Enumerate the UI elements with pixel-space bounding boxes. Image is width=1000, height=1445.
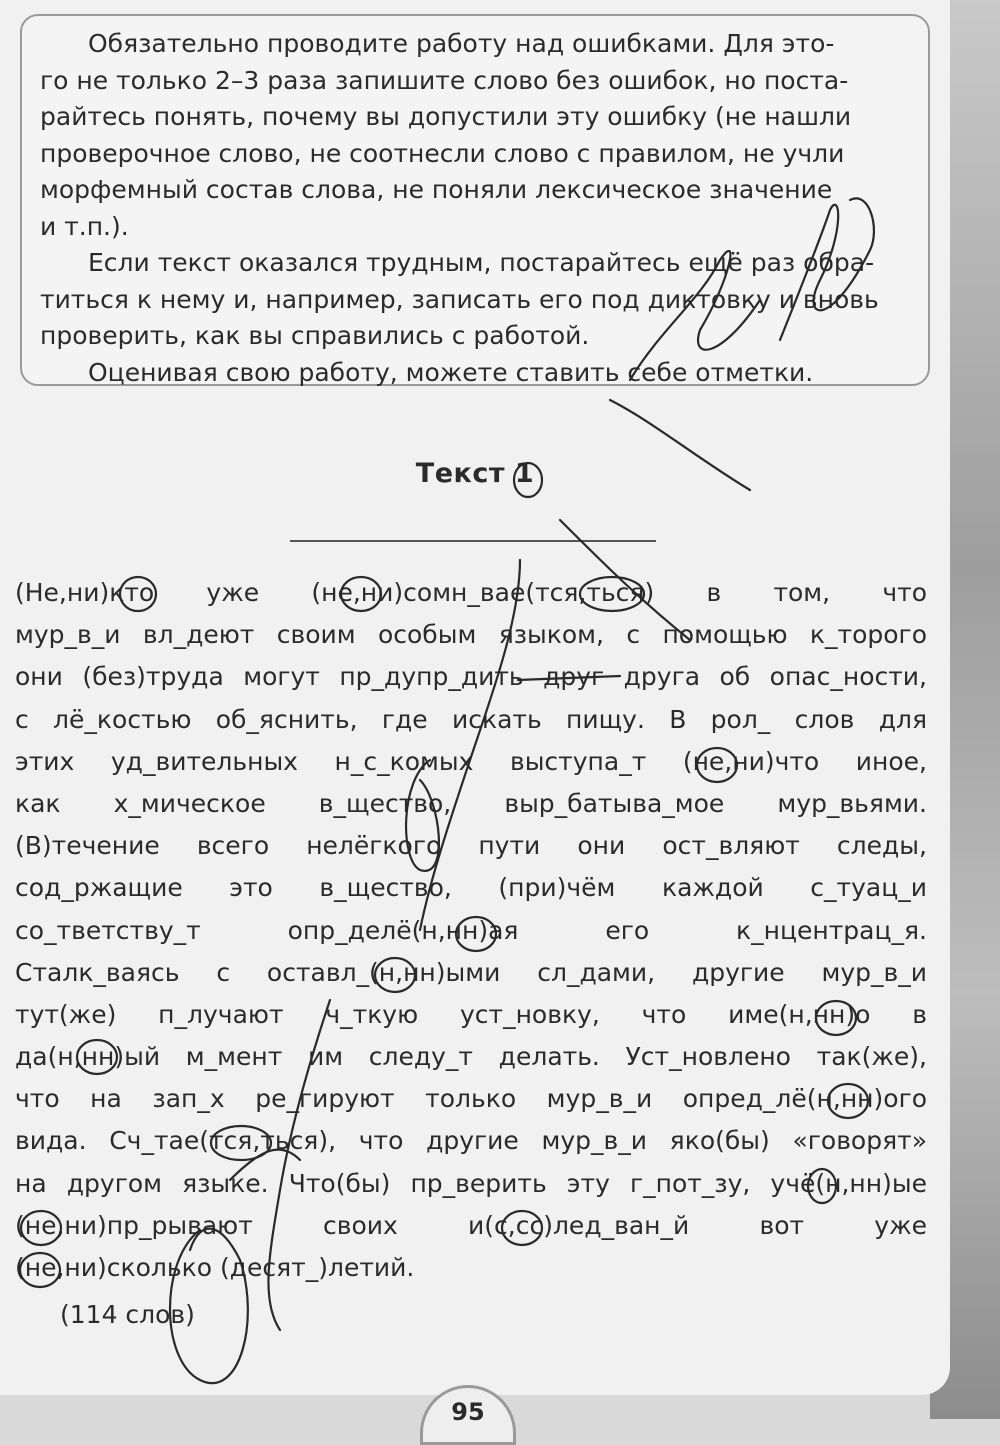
text-title-label: Текст 1	[415, 458, 535, 489]
text-title	[0, 458, 950, 489]
dictation-text	[15, 572, 927, 1289]
text-line: (Не,ни)кто уже (не,ни)сомн_вае(тся,ться) в том, что	[15, 578, 927, 607]
text-line: этих уд_вительных н_с_комых выступа_т (не,ни)что иное,	[15, 746, 927, 776]
advice-line: морфемный состав слова, не поняли лексическое значение	[40, 175, 833, 204]
text-line: Сталк_ваясь с оставл_(н,нн)ыми сл_дами, другие мур_в_и	[15, 957, 927, 987]
text-line: (В)течение всего нелёгкого пути они ост_вляют следы,	[15, 831, 927, 861]
text-line: с лё_костью об_яснить, где искать пищу. В рол_ слов для	[15, 704, 927, 734]
text-line: тут(же) п_лучают ч_ткую уст_новку, что име(н,нн)о в	[15, 999, 927, 1029]
text-line: да(н,нн)ый м_мент им следу_т делать. Уст_новлено так(же),	[15, 1042, 927, 1072]
word-count: (114 слов)	[60, 1300, 195, 1329]
advice-line: проверить, как вы справились с работой.	[40, 321, 590, 350]
page-number: 95	[420, 1385, 516, 1445]
text-line: со_тветству_т опр_делё(н,нн)ая его к_нцентрац_я.	[15, 915, 927, 945]
text-line: мур_в_и вл_деют своим особым языком, с помощью к_торого	[15, 620, 927, 650]
advice-line: Обязательно проводите работу над ошибками. Для это-	[88, 29, 835, 58]
advice-line: титься к нему и, например, записать его под диктовку и вновь	[40, 284, 879, 314]
text-line: вида. Сч_тае(тся,ться), что другие мур_в_и яко(бы) «говорят»	[15, 1126, 927, 1156]
advice-line: го не только 2–3 раза запишите слово без ошибок, но поста-	[40, 65, 849, 95]
text-line: на другом языке. Что(бы) пр_верить эту г_пот_зу, учё(н,нн)ые	[15, 1168, 927, 1198]
advice-line: Если текст оказался трудным, постарайтесь ещё раз обра-	[88, 248, 875, 277]
text-line: что на зап_х ре_гируют только мур_в_и опред_лё(н,нн)ого	[15, 1084, 927, 1114]
text-line: они (без)труда могут пр_дупр_дить друг друга об опас_ности,	[15, 662, 927, 692]
title-underline	[290, 540, 656, 542]
text-line: как х_мическое в_щество, выр_батыва_мое мур_вьями.	[15, 788, 927, 818]
text-line: (не,ни)пр_рывают своих и(с,сс)лед_ван_й вот уже	[15, 1210, 927, 1240]
text-line: сод_ржащие это в_щество, (при)чём каждой с_туац_и	[15, 873, 927, 903]
advice-line: и т.п.).	[40, 211, 129, 241]
advice-line: Оценивая свою работу, можете ставить себе отметки.	[88, 357, 814, 387]
advice-line: проверочное слово, не соотнесли слово с правилом, не учли	[40, 138, 845, 168]
text-line: (не,ни)сколько (десят_)летий.	[15, 1253, 415, 1282]
advice-box	[20, 14, 930, 386]
advice-line: райтесь понять, почему вы допустили эту ошибку (не нашли	[40, 102, 852, 131]
